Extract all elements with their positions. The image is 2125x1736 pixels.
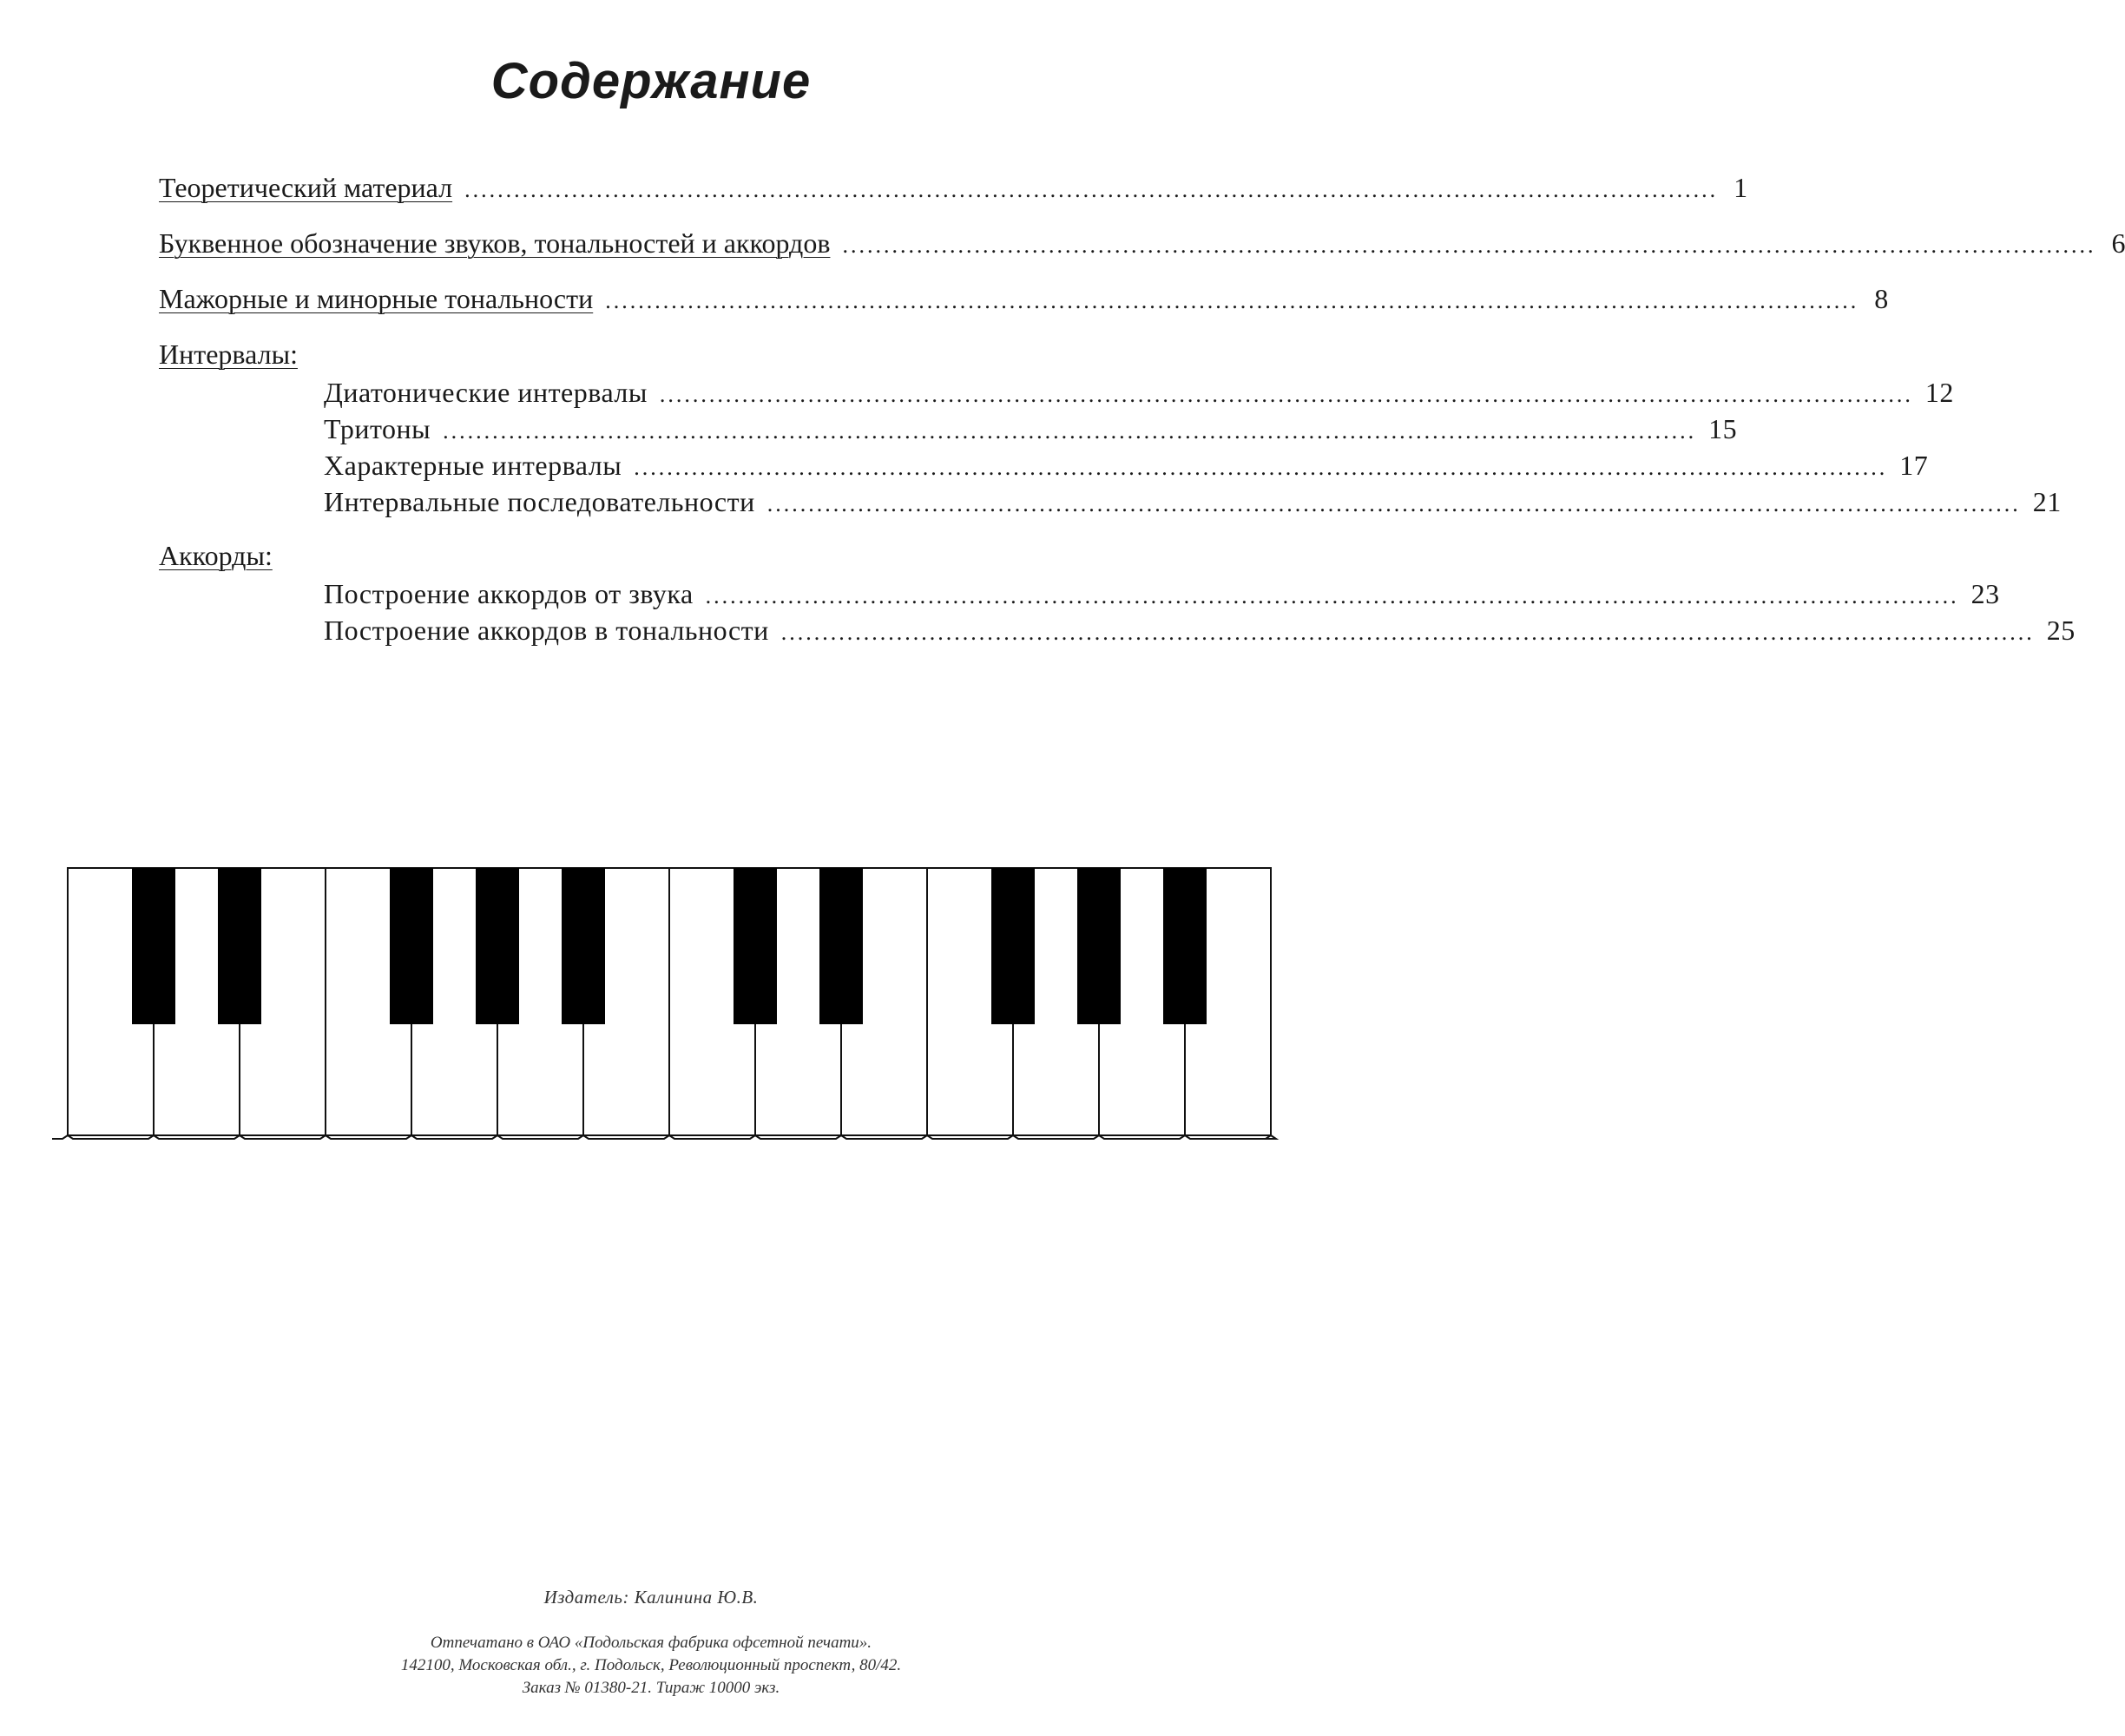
black-key xyxy=(218,868,261,1024)
toc-entry[interactable] xyxy=(159,281,1889,316)
toc-dot-leader: ........................................................................................................................................................ xyxy=(659,382,1913,407)
piano-keyboard-illustration xyxy=(52,859,1250,1154)
toc-subentry-label[interactable]: Построение аккордов в тональности xyxy=(324,615,769,646)
address-line: 142100, Московская обл., г. Подольск, Революционный проспект, 80/42. xyxy=(400,1656,902,1674)
black-key xyxy=(819,868,863,1024)
publisher-line: Издатель: Калинина Ю.В. xyxy=(543,1587,759,1608)
toc-subentry-label[interactable]: Тритоны xyxy=(324,413,431,444)
toc-page-number: 25 xyxy=(2046,615,2076,646)
toc-page-number: 17 xyxy=(1899,450,1929,481)
black-key xyxy=(1077,868,1121,1024)
toc-subentry-label[interactable]: Диатонические интервалы xyxy=(324,377,648,408)
toc-subentry[interactable] xyxy=(324,411,1738,446)
order-line: Заказ № 01380-21. Тираж 10000 экз. xyxy=(522,1679,780,1697)
toc-page-number: 1 xyxy=(1734,172,1748,203)
toc-subentry[interactable] xyxy=(324,484,2062,519)
toc-dot-leader: ........................................................................................................................................................ xyxy=(766,491,2021,516)
toc-dot-leader: ........................................................................................................................................................ xyxy=(634,455,1888,480)
toc-dot-leader: ........................................................................................................................................................ xyxy=(605,288,1859,313)
toc-page-number: 6 xyxy=(2111,227,2125,259)
toc-dot-leader: ........................................................................................................................................................ xyxy=(443,418,1697,444)
page-title: Содержание xyxy=(490,53,812,109)
toc-subentry[interactable] xyxy=(324,375,1954,410)
toc-dot-leader: ........................................................................................................................................................ xyxy=(842,233,2096,258)
toc-dot-leader: ........................................................................................................................................................ xyxy=(464,177,1719,202)
black-key xyxy=(1163,868,1207,1024)
toc-dot-leader: ........................................................................................................................................................ xyxy=(780,620,2035,645)
toc-page-number: 8 xyxy=(1874,283,1889,314)
black-key xyxy=(734,868,777,1024)
printing-house-line: Отпечатано в ОАО «Подольская фабрика офсетной печати». xyxy=(430,1634,872,1652)
toc-entry-label[interactable]: Буквенное обозначение звуков, тональностей и аккордов xyxy=(159,227,831,259)
toc-dot-leader: ........................................................................................................................................................ xyxy=(705,583,1959,608)
toc-subentry[interactable] xyxy=(324,576,2000,611)
black-key xyxy=(562,868,605,1024)
toc-page-number: 21 xyxy=(2032,486,2062,517)
black-key xyxy=(390,868,433,1024)
toc-subentry-label[interactable]: Характерные интервалы xyxy=(324,450,622,481)
section-heading-chords: Аккорды: xyxy=(159,540,273,571)
toc-subentry-label[interactable]: Построение аккордов от звука xyxy=(324,578,694,609)
toc-entry[interactable] xyxy=(159,226,2125,260)
black-key xyxy=(476,868,519,1024)
toc-subentry-label[interactable]: Интервальные последовательности xyxy=(324,486,755,517)
toc-subentry[interactable] xyxy=(324,613,2076,648)
toc-entry[interactable] xyxy=(159,170,1748,205)
toc-page-number: 12 xyxy=(1924,377,1954,408)
toc-entry-label[interactable]: Мажорные и минорные тональности xyxy=(159,283,594,314)
toc-page-number: 23 xyxy=(1970,578,2000,609)
toc-entry-label[interactable]: Теоретический материал xyxy=(159,172,453,203)
black-key xyxy=(991,868,1035,1024)
toc-page-number: 15 xyxy=(1708,413,1738,444)
toc-subentry[interactable] xyxy=(324,448,1929,483)
black-key xyxy=(132,868,175,1024)
section-heading-intervals: Интервалы: xyxy=(159,339,298,370)
